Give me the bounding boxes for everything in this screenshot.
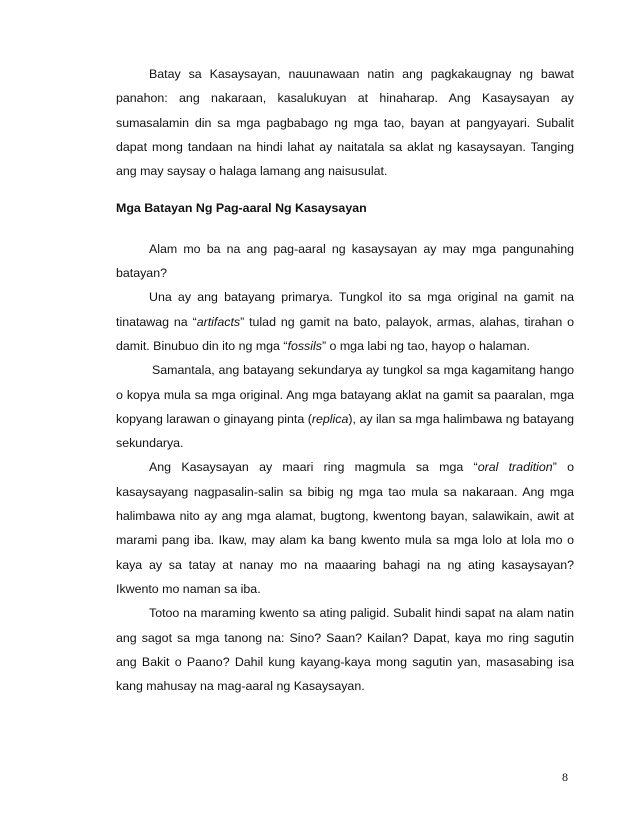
text-run: Samantala, ang batayang sekundarya ay tungkol sa mga kagamitang hango o kopya mula sa mga original. Ang mga batayang aklat na gamit sa paaralan, mga kopyang larawan o ginayang pinta ( (116, 363, 574, 426)
paragraph-intro: Batay sa Kasaysayan, nauunawaan natin ang pagkakaugnay ng bawat panahon: ang nakaraan, kasalukuyan at hinaharap. Ang Kasaysayan ay sumasalamin din sa mga pagbabago ng mga tao, bayan at pangyayari. Subalit dapat mong tandaan na hindi lahat ay naitatala sa aklat ng kasaysayan. Tanging ang may saysay o halaga lamang ang naisusulat. (116, 67, 574, 179)
emphasis-replica: replica (311, 411, 349, 426)
emphasis-artifacts: artifacts (196, 314, 241, 329)
paragraph-conclusion: Totoo na maraming kwento sa ating paligid. Subalit hindi sapat na alam natin ang sagot sa mga tanong na: Sino? Saan? Kailan? Dapat, kaya mo ring sagutin ang Bakit o Paano? Dahil kung kayang-kaya mong sagutin yan, masasabing isa kang mahusay na mag-aaral ng Kasaysayan. (116, 606, 574, 694)
text-run: Una ay ang batayang primarya. Tungkol ito sa mga original na gamit na tinatawag na “ (116, 290, 574, 329)
text-run: Ang Kasaysayan ay maari ring magmula sa mga “ (149, 460, 478, 475)
emphasis-oral-tradition: oral tradition (477, 460, 553, 475)
paragraph-primary-source (116, 285, 574, 358)
text-run: ” tulad ng gamit na bato, palayok, armas, alahas, tirahan o damit. Binubuo din ito ng mga “ (116, 314, 574, 353)
page-number: 8 (562, 770, 568, 784)
paragraph-question: Alam mo ba na ang pag-aaral ng kasaysayan ay may mga pangunahing batayan? (116, 241, 574, 281)
paragraph-oral-tradition (116, 455, 574, 601)
emphasis-fossils: fossils (287, 338, 322, 353)
body-text (116, 62, 574, 698)
text-run: ), ay ilan sa mga halimbawa ng batayang sekundarya. (116, 411, 574, 451)
text-run: ” o kasaysayang nagpasalin-salin sa bibig ng mga tao mula sa nakaraan. Ang mga halimbawa nito ay ang mga alamat, bugtong, kwentong bayan, salawikain, awit at marami pang iba. Ikaw, may alam ka bang kwento mula sa mga lolo at lola mo o kaya ay sa tatay at nanay mo na maaaring bahagi na ng ating kasaysayan? Ikwento mo naman sa iba. (116, 460, 574, 596)
section-heading: Mga Batayan Ng Pag-aaral Ng Kasaysayan (116, 201, 367, 216)
paragraph-secondary-source (116, 358, 574, 455)
text-run: ” o mga labi ng tao, hayop o halaman. (321, 338, 530, 353)
